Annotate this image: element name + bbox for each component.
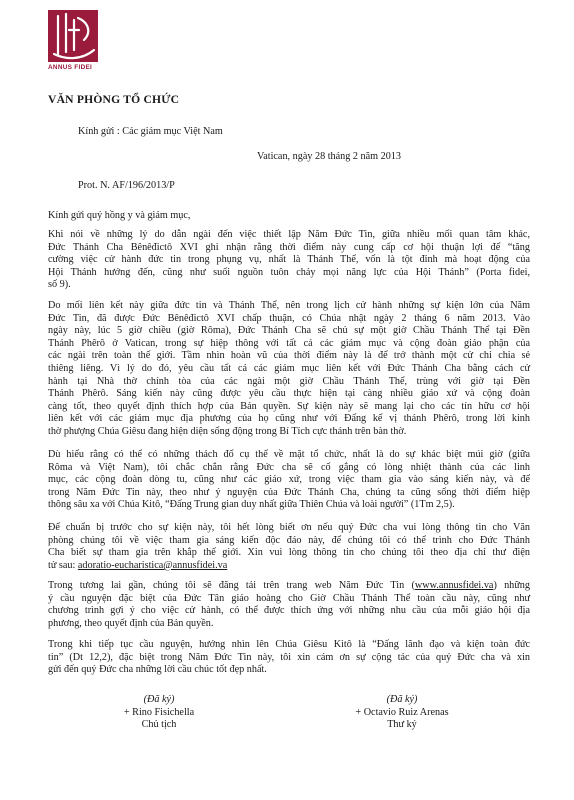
paragraph-6 — [48, 639, 530, 677]
office-heading: VĂN PHÒNG TỔ CHỨC — [48, 93, 180, 106]
paragraph-line: cường việc cử hành đức tin trong phụng vụ, nhất là Thánh Thể, vốn là tột đỉnh mà hoạt động của — [48, 254, 530, 266]
website-link[interactable]: www.annusfidei.va — [414, 580, 494, 591]
salutation: Kính gửi quý hồng y và giám mục, — [48, 210, 191, 221]
annus-fidei-logo — [48, 10, 98, 78]
contact-email-link[interactable]: adoratio-eucharistica@annusfidei.va — [77, 559, 228, 571]
protocol-number: Prot. N. AF/196/2013/P — [78, 180, 175, 191]
paragraph-line: mục, các cộng đoàn dòng tu, cũng như các giáo xứ, trong việc tham gia vào sáng kiến này, và để — [48, 474, 530, 486]
paragraph-line: thông sâu xa với Chúa Kitô, “Đấng Trung gian duy nhất giữa Thiên Chúa và loài người” (1Tm 2,5). — [48, 499, 455, 511]
paragraph-line: Thánh Phêrô. Sáng kiến này cũng được yêu cầu thực hiện tại càng nhiều giáo xứ và cộng đoàn — [48, 388, 530, 400]
paragraph-line: phương, theo quyết định của Bản quyền. — [48, 617, 214, 629]
logo-symbol-icon — [48, 10, 98, 62]
paragraph-line: hành tại Nhà thờ chính tòa của các ngài một giờ Chầu Thánh Thể, trùng với giờ tại Đền — [48, 375, 530, 387]
paragraph-1 — [48, 229, 530, 292]
date-line: Vatican, ngày 28 tháng 2 năm 2013 — [257, 151, 402, 162]
paragraph-line: Đức Thánh Cha Bênêđictô XVI ghi nhận rằng thời điểm này cung cấp cơ hội thuận lợi để “tăng — [48, 241, 530, 253]
paragraph-line: số 9). — [48, 279, 71, 291]
paragraph-line: Khi nói về những lý do dẫn ngài đến việc thiết lập Năm Đức Tin, giữa nhiều mối quan tâm khác, — [48, 229, 530, 240]
signed-note: (Đã ký) — [143, 694, 175, 705]
recipient-line: Kính gửi : Các giám mục Việt Nam — [78, 126, 223, 137]
paragraph-line: chương trình gợi ý cho việc cử hành, có thể được thích ứng với những nhu cầu của mỗi giáo hội địa — [48, 605, 530, 617]
website-outro: ) những — [493, 580, 530, 591]
paragraph-line: thờ phượng Chúa Giêsu đang hiện diện sống động trong Bí Tích cực thánh trên bàn thờ. — [48, 425, 407, 437]
paragraph-line: liên kết với các giám mục địa phương của họ cũng như với Đấng kế vị thánh Phêrô, trong lời kinh — [48, 413, 530, 425]
paragraph-line: Do mối liên kết này giữa đức tin và Thánh Thể, nên trong lịch cử hành những sự kiện lớn của Năm — [48, 300, 530, 311]
paragraph-line: Hội Thánh hướng đến, cũng như suối nguồn tuôn chảy mọi năng lực của Hội Thánh” (Porta fidei, — [48, 266, 530, 278]
paragraph-line: Thánh Phêrô ở Vatican, trong sự hiệp thông với tất cả các giám mục và cộng đoàn giáo phận của — [48, 337, 530, 349]
paragraph-line: Dù hiểu rằng có thể có những thách đố cụ thể về mặt tổ chức, nhất là do sự khác biệt múi giờ (giữa — [48, 449, 530, 460]
paragraph-line — [48, 560, 530, 573]
website-intro: Trong tương lai gần, chúng tôi sẽ đăng tải trên trang web Năm Đức Tin ( — [48, 580, 415, 591]
signed-note: (Đã ký) — [386, 694, 418, 705]
signatory-name: + Rino Fisichella — [123, 706, 195, 718]
paragraph-line: Đức Tin, đã được Đức Bênêđictô XVI chấp thuận, có Chúa nhật ngày 2 tháng 6 năm 2013. Vào — [48, 312, 530, 324]
signature-block-secretary — [322, 694, 482, 732]
paragraph-line: ý cầu nguyện đặc biệt của Đức Tân giáo hoàng cho Giờ Chầu Thánh Thể toàn cầu này, cũng như — [48, 592, 530, 604]
signatory-title: Chủ tịch — [141, 719, 177, 731]
signatory-name: + Octavio Ruiz Arenas — [355, 706, 449, 718]
paragraph-line: tin” (Dt 12,2), đặc biệt trong Năm Đức Tin này, tôi xin cám ơn sự cộng tác của quý Đức cha và xin — [48, 651, 530, 663]
paragraph-line: ngày này, lúc 5 giờ chiều (giờ Rôma), Đức Thánh Cha sẽ chủ sự một giờ Chầu Thánh Thể tại Đền — [48, 325, 530, 337]
signature-block-president — [79, 694, 239, 732]
paragraph-line — [48, 580, 530, 593]
signatory-title: Thư ký — [387, 719, 417, 731]
paragraph-line: thiêng liêng. Vì lý do đó, yêu cầu tất cả các giám mục liên kết với Đức Thánh Cha bằng cách cử — [48, 362, 530, 374]
paragraph-line: Trong khi tiếp tục cầu nguyện, hướng nhìn lên Chúa Giêsu Kitô là “Đấng lãnh đạo và kiện toàn đức — [48, 639, 530, 650]
logo-emblem — [48, 10, 98, 62]
paragraph-5 — [48, 580, 530, 630]
email-intro: tử sau: — [48, 559, 78, 571]
paragraph-3 — [48, 449, 530, 512]
paragraph-line: càng tốt, theo quyết định thích hợp của Bản quyền. Sự kiện này sẽ mang lại cho các tín hữu cơ hội — [48, 400, 530, 412]
paragraph-4 — [48, 522, 530, 572]
paragraph-line: phòng chúng tôi về việc tham gia sáng kiến độc đáo này, để chúng tôi có thể trình cho Đức Thánh — [48, 534, 530, 546]
paragraph-line: Cha biết sự tham gia trên khắp thế giới. Xin vui lòng thông tin cho chúng tôi theo địa chỉ thư điện — [48, 547, 530, 559]
paragraph-line: các ngài trên toàn thế giới. Tầm nhìn hoàn vũ của thời điểm này là để trở thành một cử chỉ chia sẻ — [48, 350, 530, 362]
paragraph-2 — [48, 300, 530, 439]
logo-caption: ANNUS FIDEI — [48, 64, 93, 71]
paragraph-line: Rôma và Việt Nam), tôi chắc chắn rằng Đức cha sẽ cố gắng có lòng nhiệt thành của các linh — [48, 461, 530, 473]
paragraph-line: gửi đến quý Đức cha những lời cầu chúc tốt đẹp nhất. — [48, 664, 267, 676]
paragraph-line: Để chuẩn bị trước cho sự kiện này, tôi hết lòng biết ơn nếu quý Đức cha vui lòng thông tin cho Văn — [48, 522, 530, 533]
paragraph-line: trong Năm Đức Tin này, theo như ý nguyện của Đức Thánh Cha, chúng ta cũng sống thời điểm hiệp — [48, 486, 530, 498]
